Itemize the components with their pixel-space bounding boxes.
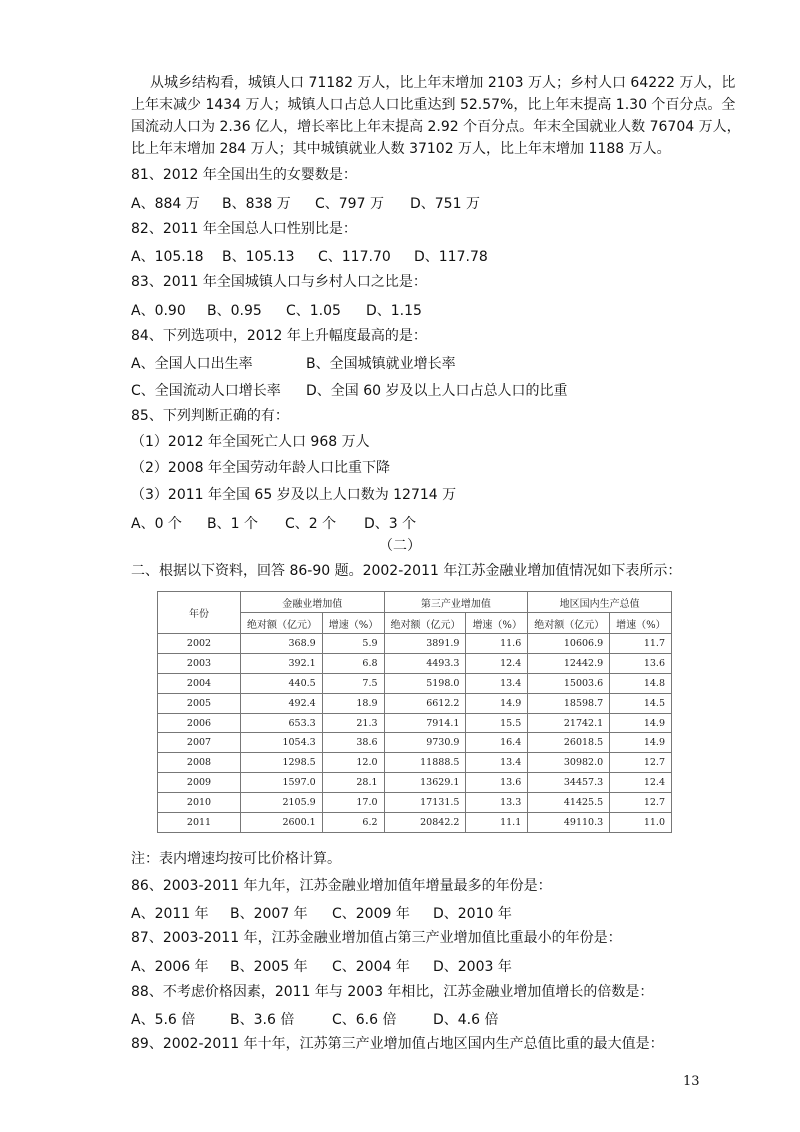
gdp-abs-cell: 41425.5 — [528, 793, 610, 813]
tertiary-abs-cell: 4493.3 — [384, 653, 466, 673]
gdp-rate-cell: 12.4 — [610, 773, 672, 793]
tertiary-rate-cell: 12.4 — [466, 653, 528, 673]
q85-statement-2: （2）2008 年全国劳动年龄人口比重下降 — [131, 460, 390, 476]
tertiary-rate-cell: 14.9 — [466, 693, 528, 713]
year-cell: 2011 — [158, 813, 241, 833]
tertiary-abs-cell: 11888.5 — [384, 753, 466, 773]
gdp-abs-cell: 30982.0 — [528, 753, 610, 773]
tertiary-abs-cell: 20842.2 — [384, 813, 466, 833]
sub-header-abs: 绝对额（亿元） — [528, 613, 610, 634]
sub-header-rate: 增速（%） — [322, 613, 384, 634]
header-year: 年份 — [158, 592, 241, 634]
table-body — [158, 634, 672, 833]
financial-abs-cell: 1298.5 — [241, 753, 323, 773]
q86-option-c: C、2009 年 — [332, 906, 410, 922]
q82-option-d: D、117.78 — [414, 249, 488, 265]
q88-option-a: A、5.6 倍 — [131, 1012, 196, 1028]
question-87-stem: 87、2003-2011 年，江苏金融业增加值占第三产业增加值比重最小的年份是： — [131, 930, 622, 946]
tertiary-abs-cell: 3891.9 — [384, 634, 466, 654]
tertiary-rate-cell: 16.4 — [466, 733, 528, 753]
q82-option-a: A、105.18 — [131, 249, 204, 265]
table-row — [158, 634, 672, 654]
sub-header-rate: 增速（%） — [610, 613, 672, 634]
q81-option-a: A、884 万 — [131, 196, 200, 212]
tertiary-rate-cell: 13.6 — [466, 773, 528, 793]
q85-option-c: C、2 个 — [285, 516, 337, 532]
q88-option-b: B、3.6 倍 — [230, 1012, 295, 1028]
table-row — [158, 753, 672, 773]
q88-option-d: D、4.6 倍 — [433, 1012, 499, 1028]
table-note: 注：表内增速均按可比价格计算。 — [131, 851, 341, 867]
table-row — [158, 813, 672, 833]
question-86-stem: 86、2003-2011 年九年，江苏金融业增加值年增量最多的年份是： — [131, 878, 552, 894]
q84-option-c: C、全国流动人口增长率 — [131, 383, 281, 399]
tertiary-rate-cell: 13.3 — [466, 793, 528, 813]
tertiary-rate-cell: 15.5 — [466, 713, 528, 733]
q82-option-b: B、105.13 — [222, 249, 295, 265]
financial-abs-cell: 1597.0 — [241, 773, 323, 793]
gdp-abs-cell: 18598.7 — [528, 693, 610, 713]
gdp-abs-cell: 21742.1 — [528, 713, 610, 733]
q87-option-b: B、2005 年 — [230, 959, 308, 975]
year-cell: 2005 — [158, 693, 241, 713]
financial-abs-cell: 1054.3 — [241, 733, 323, 753]
gdp-abs-cell: 49110.3 — [528, 813, 610, 833]
q85-option-b: B、1 个 — [207, 516, 258, 532]
financial-rate-cell: 38.6 — [322, 733, 384, 753]
financial-abs-cell: 440.5 — [241, 673, 323, 693]
year-cell: 2003 — [158, 653, 241, 673]
gdp-abs-cell: 26018.5 — [528, 733, 610, 753]
tertiary-abs-cell: 17131.5 — [384, 793, 466, 813]
financial-abs-cell: 653.3 — [241, 713, 323, 733]
q82-option-c: C、117.70 — [318, 249, 391, 265]
question-84-stem: 84、下列选项中，2012 年上升幅度最高的是： — [131, 328, 427, 344]
section-intro: 二、根据以下资料，回答 86-90 题。2002-2011 年江苏金融业增加值情况如下表所示： — [131, 563, 682, 579]
header-gdp: 地区国内生产总值 — [528, 592, 672, 613]
gdp-rate-cell: 12.7 — [610, 753, 672, 773]
gdp-rate-cell: 14.5 — [610, 693, 672, 713]
financial-data-table — [157, 591, 672, 833]
tertiary-abs-cell: 13629.1 — [384, 773, 466, 793]
question-88-stem: 88、不考虑价格因素，2011 年与 2003 年相比，江苏金融业增加值增长的倍数是： — [131, 984, 654, 1000]
tertiary-rate-cell: 11.1 — [466, 813, 528, 833]
tertiary-rate-cell: 13.4 — [466, 673, 528, 693]
financial-rate-cell: 6.2 — [322, 813, 384, 833]
tertiary-rate-cell: 13.4 — [466, 753, 528, 773]
table-row — [158, 693, 672, 713]
tertiary-abs-cell: 7914.1 — [384, 713, 466, 733]
intro-line-4: 比上年末增加 284 万人；其中城镇就业人数 37102 万人，比上年末增加 1188 万人。 — [131, 141, 671, 157]
question-83-stem: 83、2011 年全国城镇人口与乡村人口之比是： — [131, 274, 427, 290]
q86-option-d: D、2010 年 — [433, 906, 512, 922]
sub-header-abs: 绝对额（亿元） — [241, 613, 323, 634]
year-cell: 2009 — [158, 773, 241, 793]
q84-option-b: B、全国城镇就业增长率 — [306, 356, 456, 372]
financial-rate-cell: 28.1 — [322, 773, 384, 793]
data-table-container — [157, 591, 672, 832]
sub-header-abs: 绝对额（亿元） — [384, 613, 466, 634]
q84-option-d: D、全国 60 岁及以上人口占总人口的比重 — [306, 383, 568, 399]
q81-option-d: D、751 万 — [410, 196, 480, 212]
year-cell: 2002 — [158, 634, 241, 654]
intro-line-3: 国流动人口为 2.36 亿人，增长率比上年末提高 2.92 个百分点。年末全国就业人数 76704 万人， — [131, 119, 741, 135]
q83-option-c: C、1.05 — [286, 303, 341, 319]
q81-option-b: B、838 万 — [222, 196, 291, 212]
header-tertiary: 第三产业增加值 — [384, 592, 528, 613]
tertiary-abs-cell: 5198.0 — [384, 673, 466, 693]
q86-option-a: A、2011 年 — [131, 906, 209, 922]
q85-statement-1: （1）2012 年全国死亡人口 968 万人 — [131, 434, 370, 450]
table-row — [158, 653, 672, 673]
question-81-stem: 81、2012 年全国出生的女婴数是： — [131, 167, 357, 183]
page-number: 13 — [683, 1074, 700, 1089]
q87-option-c: C、2004 年 — [332, 959, 410, 975]
year-cell: 2010 — [158, 793, 241, 813]
gdp-abs-cell: 10606.9 — [528, 634, 610, 654]
q83-option-d: D、1.15 — [366, 303, 422, 319]
gdp-rate-cell: 12.7 — [610, 793, 672, 813]
financial-rate-cell: 17.0 — [322, 793, 384, 813]
financial-rate-cell: 6.8 — [322, 653, 384, 673]
q84-option-a: A、全国人口出生率 — [131, 356, 253, 372]
q81-option-c: C、797 万 — [315, 196, 384, 212]
sub-header-rate: 增速（%） — [466, 613, 528, 634]
q88-option-c: C、6.6 倍 — [332, 1012, 397, 1028]
tertiary-abs-cell: 6612.2 — [384, 693, 466, 713]
financial-rate-cell: 12.0 — [322, 753, 384, 773]
gdp-rate-cell: 11.7 — [610, 634, 672, 654]
question-82-stem: 82、2011 年全国总人口性别比是： — [131, 221, 357, 237]
financial-rate-cell: 18.9 — [322, 693, 384, 713]
table-row — [158, 733, 672, 753]
section-title: （二） — [379, 538, 421, 554]
gdp-rate-cell: 13.6 — [610, 653, 672, 673]
gdp-rate-cell: 14.9 — [610, 733, 672, 753]
table-row — [158, 773, 672, 793]
financial-abs-cell: 368.9 — [241, 634, 323, 654]
gdp-rate-cell: 14.8 — [610, 673, 672, 693]
header-financial: 金融业增加值 — [241, 592, 385, 613]
intro-line-1: 从城乡结构看，城镇人口 71182 万人，比上年末增加 2103 万人；乡村人口 64222 万人，比 — [150, 75, 736, 91]
gdp-abs-cell: 12442.9 — [528, 653, 610, 673]
year-cell: 2004 — [158, 673, 241, 693]
intro-line-2: 上年末减少 1434 万人；城镇人口占总人口比重达到 52.57%，比上年末提高 1.30 个百分点。全 — [131, 97, 736, 113]
financial-abs-cell: 392.1 — [241, 653, 323, 673]
financial-rate-cell: 5.9 — [322, 634, 384, 654]
q83-option-b: B、0.95 — [207, 303, 262, 319]
q86-option-b: B、2007 年 — [230, 906, 308, 922]
q87-option-d: D、2003 年 — [433, 959, 512, 975]
year-cell: 2006 — [158, 713, 241, 733]
question-85-stem: 85、下列判断正确的有： — [131, 408, 289, 424]
financial-abs-cell: 2105.9 — [241, 793, 323, 813]
question-89-stem: 89、2002-2011 年十年，江苏第三产业增加值占地区国内生产总值比重的最大值是： — [131, 1036, 664, 1052]
q85-option-a: A、0 个 — [131, 516, 182, 532]
q85-statement-3: （3）2011 年全国 65 岁及以上人口数为 12714 万 — [131, 487, 457, 503]
gdp-abs-cell: 34457.3 — [528, 773, 610, 793]
financial-abs-cell: 492.4 — [241, 693, 323, 713]
gdp-rate-cell: 11.0 — [610, 813, 672, 833]
table-row — [158, 793, 672, 813]
financial-abs-cell: 2600.1 — [241, 813, 323, 833]
gdp-rate-cell: 14.9 — [610, 713, 672, 733]
year-cell: 2008 — [158, 753, 241, 773]
table-row — [158, 713, 672, 733]
q85-option-d: D、3 个 — [364, 516, 417, 532]
financial-rate-cell: 7.5 — [322, 673, 384, 693]
q83-option-a: A、0.90 — [131, 303, 186, 319]
tertiary-abs-cell: 9730.9 — [384, 733, 466, 753]
q87-option-a: A、2006 年 — [131, 959, 209, 975]
gdp-abs-cell: 15003.6 — [528, 673, 610, 693]
financial-rate-cell: 21.3 — [322, 713, 384, 733]
year-cell: 2007 — [158, 733, 241, 753]
table-row — [158, 673, 672, 693]
tertiary-rate-cell: 11.6 — [466, 634, 528, 654]
